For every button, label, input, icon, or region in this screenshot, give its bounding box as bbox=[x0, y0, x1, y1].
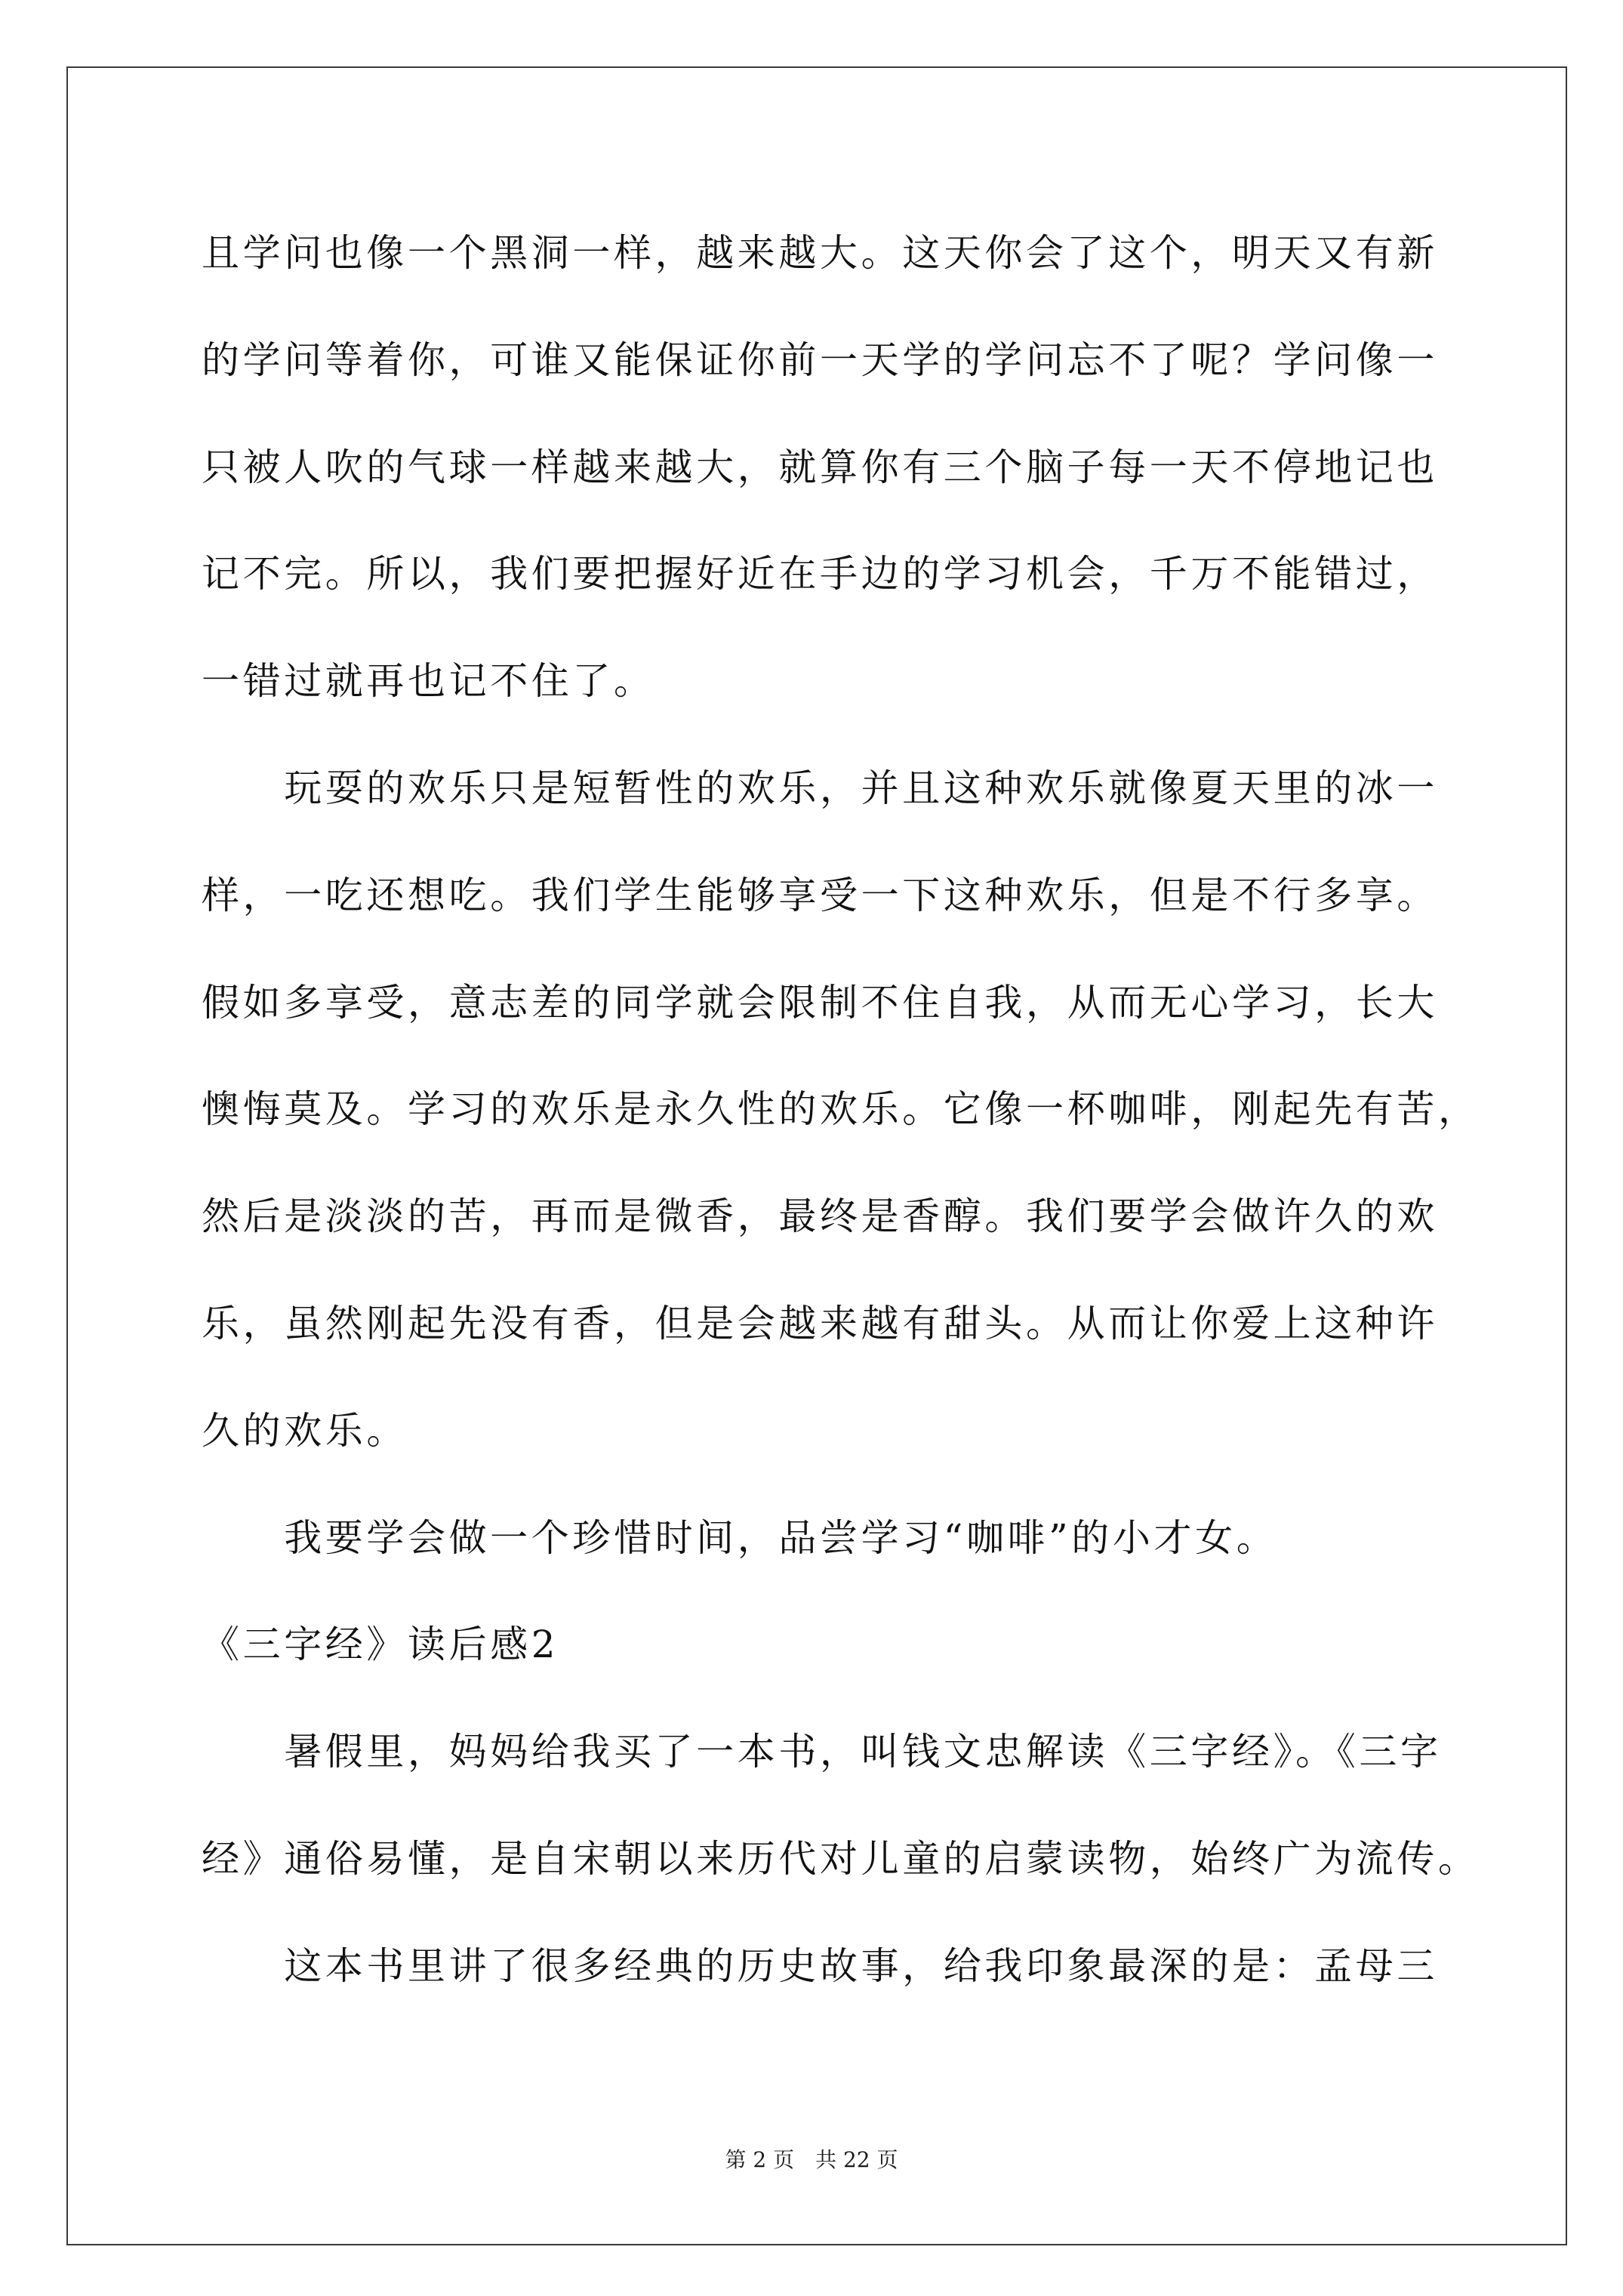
page-number-footer: 第 2 页 共 22 页 bbox=[725, 2147, 898, 2172]
text-line: 样，一吃还想吃。我们学生能够享受一下这种欢乐，但是不行多享。 bbox=[202, 873, 1438, 917]
text-line: 记不完。所以，我们要把握好近在手边的学习机会，千万不能错过， bbox=[202, 552, 1438, 596]
text-line: 一错过就再也记不住了。 bbox=[202, 659, 655, 704]
text-line: 久的欢乐。 bbox=[202, 1408, 408, 1453]
paragraph-3 bbox=[202, 1485, 1545, 1592]
text-line: 懊悔莫及。学习的欢乐是永久性的欢乐。它像一杯咖啡，刚起先有苦， bbox=[202, 1087, 1480, 1132]
text-line: 经》通俗易懂，是自宋朝以来历代对儿童的启蒙读物，始终广为流传。 bbox=[202, 1836, 1480, 1881]
text-line: 这本书里讲了很多经典的历史故事，给我印象最深的是：孟母三 bbox=[284, 1943, 1438, 1988]
text-line: 暑假里，妈妈给我买了一本书，叫钱文忠解读《三字经》。《三字 bbox=[284, 1730, 1442, 1774]
paragraph-2 bbox=[202, 735, 1545, 1485]
paragraph-continued bbox=[202, 200, 1545, 735]
paragraph-5 bbox=[202, 1913, 1545, 2020]
text-line: 我要学会做一个珍惜时间，品尝学习“咖啡”的小才女。 bbox=[284, 1515, 1278, 1560]
text-line: 然后是淡淡的苦，再而是微香，最终是香醇。我们要学会做许久的欢 bbox=[202, 1194, 1438, 1239]
text-line: 只被人吹的气球一样越来越大，就算你有三个脑子每一天不停地记也 bbox=[202, 445, 1438, 489]
document-body bbox=[202, 200, 1545, 2020]
text-line: 的学问等着你，可谁又能保证你前一天学的学问忘不了呢？学问像一 bbox=[202, 337, 1438, 382]
text-line: 乐，虽然刚起先没有香，但是会越来越有甜头。从而让你爱上这种许 bbox=[202, 1301, 1438, 1345]
text-line: 假如多享受，意志差的同学就会限制不住自我，从而无心学习，长大 bbox=[202, 980, 1438, 1025]
text-line: 玩耍的欢乐只是短暂性的欢乐，并且这种欢乐就像夏天里的冰一 bbox=[284, 766, 1438, 810]
paragraph-4 bbox=[202, 1699, 1545, 1913]
section-heading: 《三字经》读后感2 bbox=[202, 1623, 559, 1667]
text-line: 且学问也像一个黑洞一样，越来越大。这天你会了这个，明天又有新 bbox=[202, 231, 1438, 275]
